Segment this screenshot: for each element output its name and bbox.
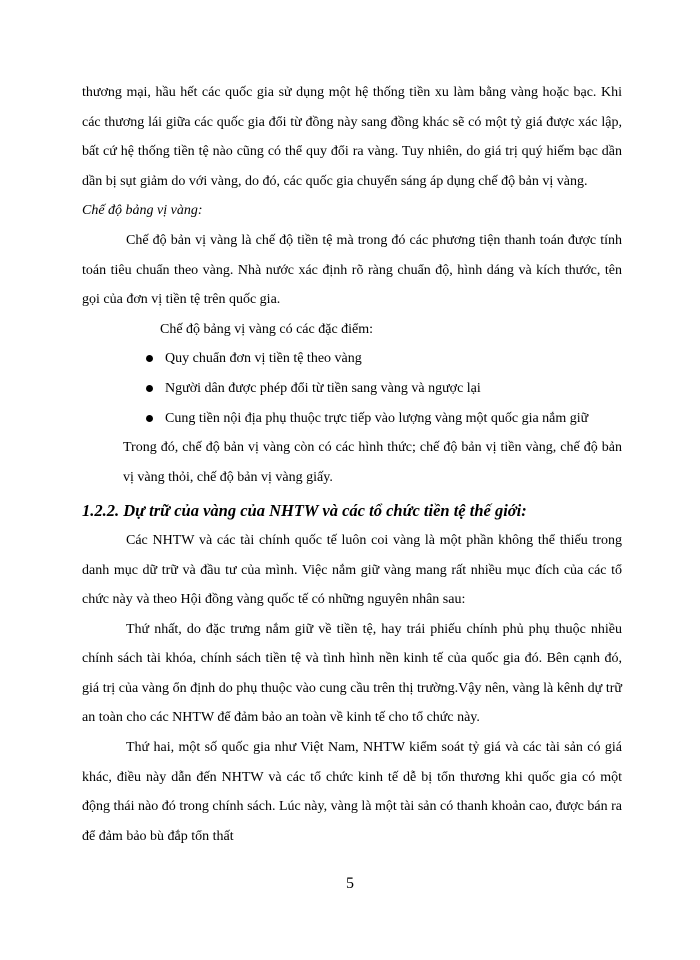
list-item-text: Cung tiền nội địa phụ thuộc trực tiếp vào lượng vàng một quốc gia nắm giữ	[165, 410, 589, 426]
list-item-text: Người dân được phép đổi từ tiền sang vàng và ngược lại	[165, 380, 481, 396]
list-item	[146, 404, 622, 434]
reserves-intro-paragraph: Các NHTW và các tài chính quốc tế luôn coi vàng là một phần không thể thiếu trong danh mục dữ trữ và đầu tư của mình. Việc nắm giữ vàng mang rất nhiều mục đích của các tổ chức này và theo Hội đồng vàng quốc tế có những nguyên nhân sau:	[82, 532, 622, 608]
forms-block	[82, 433, 622, 492]
bullet-icon	[146, 385, 153, 392]
reason-2-paragraph: Thứ hai, một số quốc gia như Việt Nam, NHTW kiểm soát tỷ giá và các tài sản có giá khác, điều này dẫn đến NHTW và các tổ chức kinh tế dễ bị tổn thương khi quốc gia có một động thái nào đó trong chính sách. Lúc này, vàng là một tài sản có thanh khoản cao, được bán ra để đảm bảo bù đắp tổn thất	[82, 740, 622, 844]
reason-1-paragraph: Thứ nhất, do đặc trưng nắm giữ về tiền tệ, hay trái phiếu chính phủ phụ thuộc nhiều chính sách tài khóa, chính sách tiền tệ và tình hình nền kinh tế của quốc gia đó. Bên cạnh đó, giá trị của vàng ổn định do phụ thuộc vào cung cầu trên thị trường.Vậy nên, vàng là kênh dự trữ an toàn cho các NHTW để đảm bảo an toàn về kinh tế cho tổ chức này.	[82, 621, 622, 726]
list-item	[146, 344, 622, 374]
features-intro: Chế độ bảng vị vàng có các đặc điểm:	[160, 321, 374, 337]
list-item-text: Quy chuẩn đơn vị tiền tệ theo vàng	[165, 351, 362, 367]
list-item	[146, 374, 622, 404]
intro-paragraph: thương mại, hầu hết các quốc gia sử dụng một hệ thống tiền xu làm bằng vàng hoặc bạc. Khi các thương lái giữa các quốc gia đổi từ đồng này sang đồng khác sẽ có một tỷ giá được xác lập, bất cứ hệ thống tiền tệ nào cũng có thể quy đổi ra vàng. Tuy nhiên, do giá trị quý hiếm bạc dần dần bị sụt giảm do với vàng, do đó, các quốc gia chuyển sáng áp dụng chế độ bản vị vàng.	[82, 85, 622, 189]
forms-paragraph: Trong đó, chế độ bản vị vàng còn có các hình thức; chế độ bản vị tiền vàng, chế độ bản vị vàng thỏi, chế độ bản vị vàng giấy.	[123, 440, 622, 485]
bullet-icon	[146, 355, 153, 362]
page-body	[82, 78, 622, 851]
features-list	[82, 344, 622, 433]
gold-standard-definition: Chế độ bản vị vàng là chế độ tiền tệ mà trong đó các phương tiện thanh toán được tính toán tiêu chuẩn theo vàng. Nhà nước xác định rõ ràng chuẩn độ, hình dáng và kích thước, tên gọi của đơn vị tiền tệ trên quốc gia.	[82, 232, 622, 308]
gold-standard-subheading: Chế độ bảng vị vàng:	[82, 203, 203, 219]
page-number: 5	[346, 875, 354, 892]
bullet-icon	[146, 415, 153, 422]
section-heading: 1.2.2. Dự trữ của vàng của NHTW và các tổ chức tiền tệ thế giới:	[82, 501, 527, 521]
